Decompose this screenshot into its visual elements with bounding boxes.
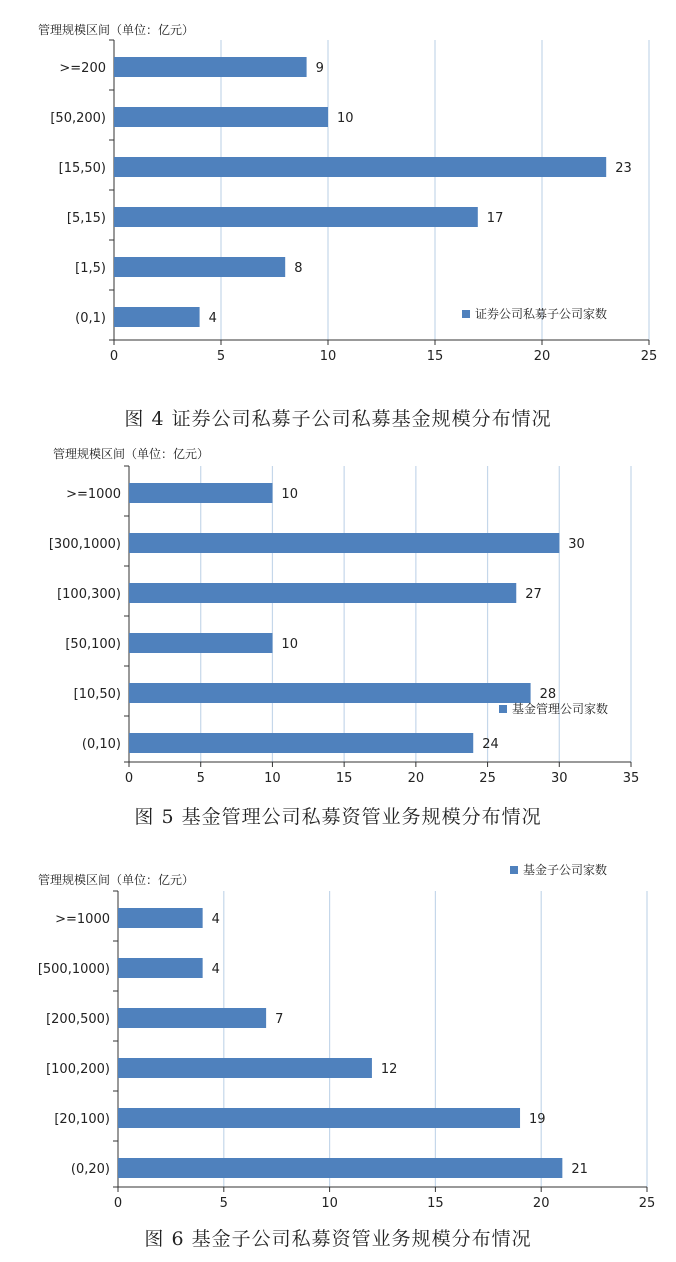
chart-5-category-label: >=1000 (66, 487, 121, 502)
chart-panel-6 (0, 858, 676, 1218)
chart-5-value-label: 28 (539, 687, 557, 702)
chart-5-category-label: (0,10) (81, 737, 121, 752)
chart-panel-5 (0, 438, 676, 798)
chart-5-x-tick-label: 25 (479, 771, 496, 786)
chart-5-legend-label: 基金管理公司家数 (512, 702, 609, 716)
chart-4-svg (0, 0, 676, 392)
chart-6-bar (118, 1158, 562, 1178)
chart-5-x-tick-label: 20 (407, 771, 425, 786)
chart-5-y-axis-title: 管理规模区间（单位：亿元） (53, 447, 210, 461)
figure-6-caption: 图 6 基金子公司私募资管业务规模分布情况 (144, 1228, 532, 1250)
chart-6-bar (118, 1058, 372, 1078)
chart-4-value-label: 23 (615, 161, 632, 176)
chart-5-x-tick-label: 15 (335, 771, 353, 786)
chart-4-value-label: 9 (315, 61, 324, 76)
chart-6-x-tick-label: 0 (113, 1196, 123, 1211)
chart-6-value-label: 7 (275, 1012, 284, 1027)
chart-4-value-label: 8 (294, 261, 303, 276)
chart-5-x-tick-label: 5 (196, 771, 205, 786)
chart-5-category-label: [10,50) (73, 687, 121, 702)
chart-4-bar (114, 107, 328, 127)
chart-5-bar (129, 533, 559, 553)
chart-6-value-label: 12 (380, 1062, 398, 1077)
chart-6-x-tick-label: 15 (427, 1196, 444, 1211)
chart-6-category-label: >=1000 (55, 912, 110, 927)
chart-6-legend-label: 基金子公司家数 (523, 863, 608, 877)
chart-4-x-tick-label: 25 (640, 349, 658, 364)
chart-5-x-tick-label: 0 (124, 771, 134, 786)
chart-5-svg (0, 438, 676, 798)
chart-4-category-label: (0,1) (75, 311, 106, 326)
chart-4-x-tick-label: 15 (426, 349, 444, 364)
chart-6-category-label: [100,200) (46, 1062, 110, 1077)
chart-6-category-label: [500,1000) (37, 962, 110, 977)
chart-6-category-label: [20,100) (54, 1112, 110, 1127)
chart-4-bar (114, 257, 285, 277)
chart-6-bar (118, 958, 203, 978)
chart-6-value-label: 21 (571, 1162, 588, 1177)
chart-6-bar (118, 1008, 266, 1028)
chart-4-bar (114, 207, 478, 227)
figure-5-caption: 图 5 基金管理公司私募资管业务规模分布情况 (134, 806, 542, 828)
chart-4-y-axis-title: 管理规模区间（单位：亿元） (38, 23, 195, 37)
chart-4-x-tick-label: 5 (216, 349, 226, 364)
chart-4-legend-swatch (462, 310, 470, 318)
chart-5-value-label: 24 (482, 737, 499, 752)
chart-5-value-label: 10 (281, 487, 298, 502)
chart-4-x-tick-label: 10 (319, 349, 337, 364)
chart-5-bar (129, 583, 516, 603)
figure-4-caption: 图 4 证券公司私募子公司私募基金规模分布情况 (124, 408, 552, 430)
chart-6-value-label: 4 (211, 962, 220, 977)
chart-6-x-tick-label: 20 (532, 1196, 550, 1211)
chart-5-value-label: 30 (568, 537, 585, 552)
chart-4-value-label: 4 (208, 311, 217, 326)
chart-6-x-tick-label: 25 (638, 1196, 656, 1211)
chart-4-value-label: 10 (337, 111, 354, 126)
chart-4-category-label: [1,5) (75, 261, 106, 276)
chart-4-bar (114, 157, 606, 177)
chart-5-category-label: [300,1000) (48, 537, 121, 552)
chart-4-x-tick-label: 0 (109, 349, 119, 364)
chart-5-x-tick-label: 30 (551, 771, 568, 786)
chart-5-bar (129, 483, 272, 503)
chart-6-svg (0, 858, 676, 1218)
chart-5-legend-swatch (499, 705, 507, 713)
chart-6-x-tick-label: 5 (219, 1196, 228, 1211)
chart-4-category-label: [15,50) (58, 161, 106, 176)
chart-6-value-label: 19 (529, 1112, 546, 1127)
chart-5-x-tick-label: 10 (264, 771, 281, 786)
chart-5-category-label: [100,300) (57, 587, 121, 602)
chart-6-value-label: 4 (211, 912, 220, 927)
chart-6-y-axis-title: 管理规模区间（单位：亿元） (38, 873, 195, 887)
chart-4-category-label: >=200 (59, 61, 106, 76)
chart-6-category-label: [200,500) (46, 1012, 110, 1027)
chart-6-legend-swatch (510, 866, 518, 874)
chart-6-bar (118, 908, 203, 928)
chart-panel-4 (0, 0, 676, 392)
chart-4-category-label: [50,200) (50, 111, 106, 126)
chart-4-x-tick-label: 20 (533, 349, 551, 364)
chart-5-value-label: 27 (525, 587, 542, 602)
chart-5-bar (129, 683, 531, 703)
chart-5-value-label: 10 (281, 637, 298, 652)
chart-6-category-label: (0,20) (70, 1162, 110, 1177)
chart-4-category-label: [5,15) (66, 211, 106, 226)
chart-5-category-label: [50,100) (65, 637, 121, 652)
chart-5-x-tick-label: 35 (622, 771, 640, 786)
chart-4-bar (114, 307, 200, 327)
chart-5-bar (129, 633, 272, 653)
chart-4-bar (114, 57, 307, 77)
chart-4-value-label: 17 (486, 211, 504, 226)
chart-4-legend-label: 证券公司私募子公司家数 (475, 307, 608, 321)
chart-6-bar (118, 1108, 520, 1128)
chart-6-x-tick-label: 10 (321, 1196, 338, 1211)
chart-5-bar (129, 733, 473, 753)
